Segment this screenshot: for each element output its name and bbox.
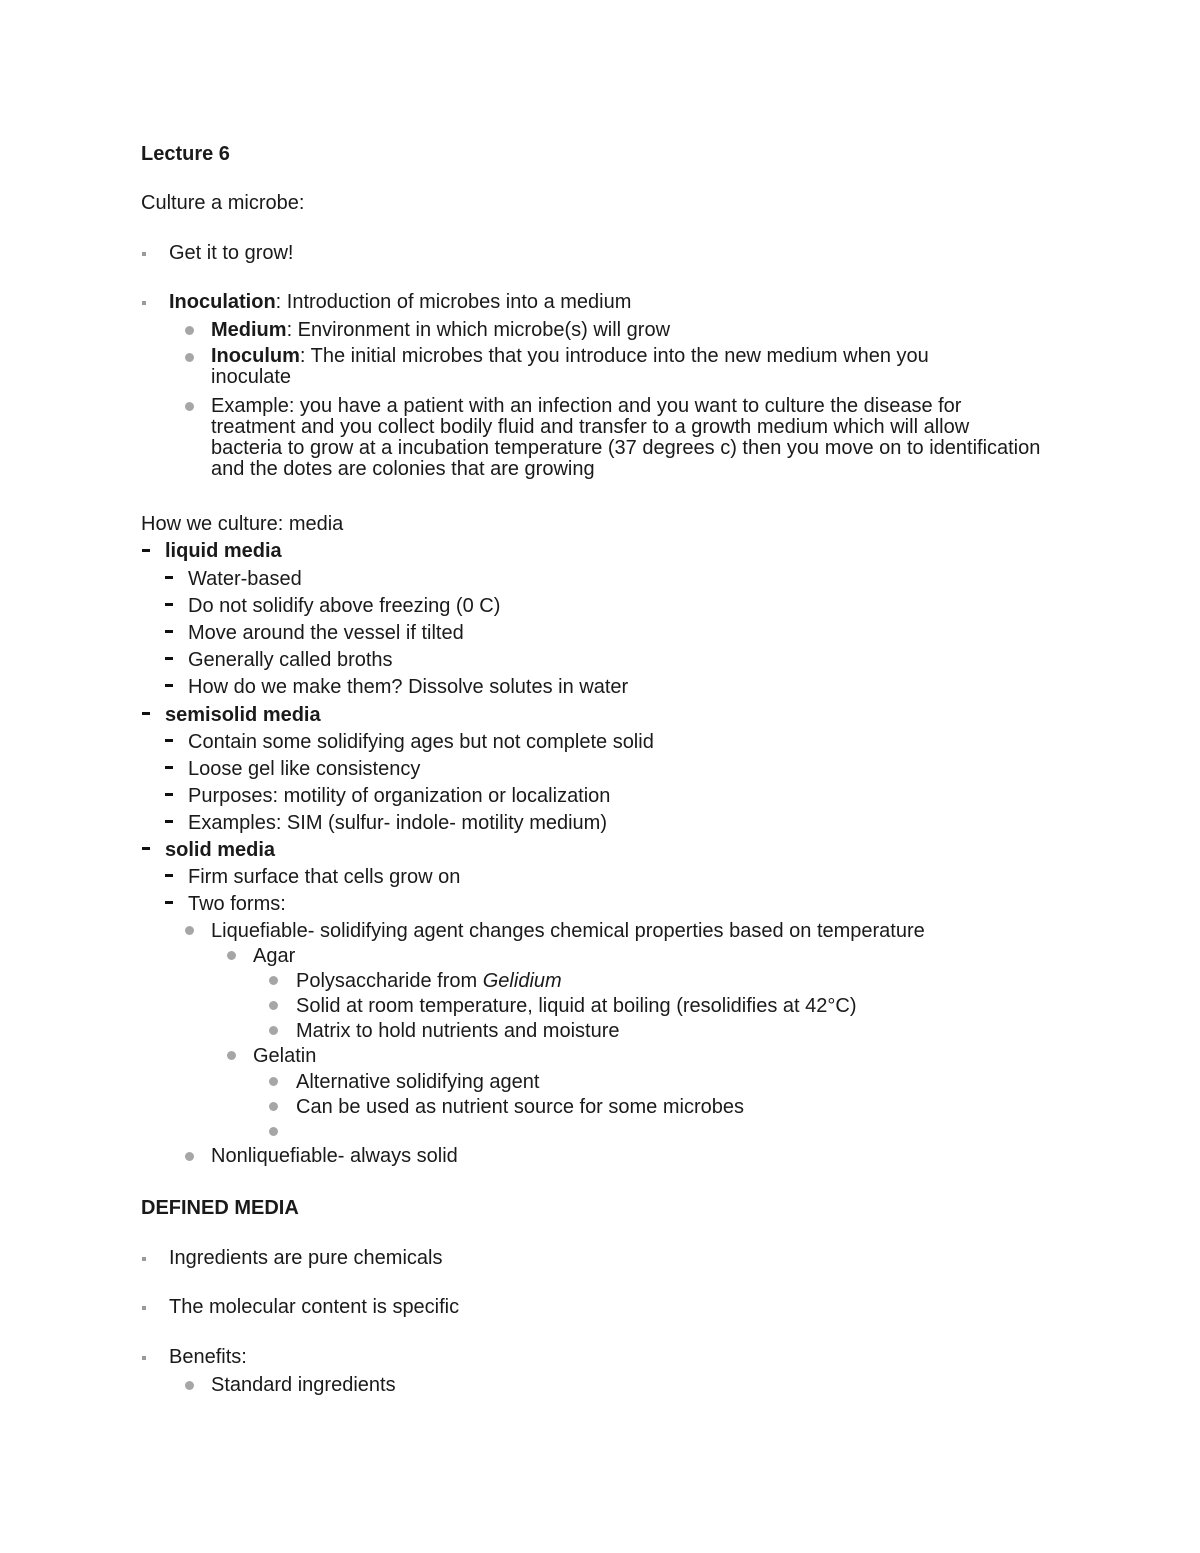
list-item-liquid-3: Move around the vessel if tilted (188, 622, 464, 644)
document-title: Lecture 6 (141, 143, 230, 165)
list-item-medium (211, 319, 670, 341)
list-item-agar-3: Matrix to hold nutrients and moisture (296, 1020, 620, 1042)
square-bullet-icon (142, 1257, 146, 1261)
dash-bullet-icon (142, 847, 150, 850)
list-item-gelatin-2: Can be used as nutrient source for some microbes (296, 1096, 744, 1118)
dash-bullet-icon (165, 766, 173, 769)
square-bullet-icon (142, 1356, 146, 1360)
dot-bullet-icon (269, 976, 278, 985)
dash-bullet-icon (165, 793, 173, 796)
list-item-semisolid-media: semisolid media (165, 704, 321, 726)
section-heading-media: How we culture: media (141, 513, 344, 535)
dot-bullet-icon (269, 1102, 278, 1111)
dash-bullet-icon (165, 739, 173, 742)
dot-bullet-icon (227, 1051, 236, 1060)
list-item-semisolid-1: Contain some solidifying ages but not complete solid (188, 731, 654, 753)
dot-bullet-icon (185, 326, 194, 335)
list-item-gelatin: Gelatin (253, 1045, 317, 1067)
dash-bullet-icon (165, 901, 173, 904)
list-item-benefit-1: Standard ingredients (211, 1374, 396, 1396)
agar-item1-text: Polysaccharide from (296, 970, 483, 992)
term-medium: Medium (211, 319, 287, 341)
list-item-solid-media: solid media (165, 839, 276, 861)
dash-bullet-icon (165, 657, 173, 660)
list-item-liquid-4: Generally called broths (188, 649, 393, 671)
list-item-liquid-2: Do not solidify above freezing (0 C) (188, 595, 501, 617)
dot-bullet-icon (185, 926, 194, 935)
dot-bullet-icon (269, 1026, 278, 1035)
dash-bullet-icon (165, 684, 173, 687)
list-item-inoculum (211, 346, 1011, 388)
list-item-get-it-to-grow: Get it to grow! (169, 242, 294, 264)
agar-item1-genus: Gelidium (482, 970, 562, 992)
def-medium: : Environment in which microbe(s) will grow (286, 319, 671, 341)
list-item-liquefiable: Liquefiable- solidifying agent changes chemical properties based on temperature (211, 920, 925, 942)
dot-bullet-icon (269, 1127, 278, 1136)
list-item-agar: Agar (253, 945, 296, 967)
list-item-inoculation (169, 291, 631, 313)
dot-bullet-icon (185, 402, 194, 411)
list-item-liquid-5: How do we make them? Dissolve solutes in water (188, 676, 629, 698)
term-inoculation: Inoculation (169, 291, 276, 313)
list-item-semisolid-2: Loose gel like consistency (188, 758, 421, 780)
term-inoculum: Inoculum (211, 345, 300, 367)
dash-bullet-icon (165, 874, 173, 877)
dash-bullet-icon (165, 630, 173, 633)
dot-bullet-icon (227, 951, 236, 960)
list-item-semisolid-4: Examples: SIM (sulfur- indole- motility medium) (188, 812, 607, 834)
dot-bullet-icon (269, 1077, 278, 1086)
square-bullet-icon (142, 1306, 146, 1310)
list-item-liquid-media: liquid media (165, 540, 282, 562)
dash-bullet-icon (165, 576, 173, 579)
dash-bullet-icon (165, 820, 173, 823)
def-inoculation: : Introduction of microbes into a medium (275, 291, 632, 313)
def-inoculum: : The initial microbes that you introduce into the new medium when you inoculate (211, 345, 929, 388)
dot-bullet-icon (185, 1381, 194, 1390)
section-heading-defined-media: DEFINED MEDIA (141, 1197, 299, 1219)
list-item-agar-2: Solid at room temperature, liquid at boiling (resolidifies at 42°C) (296, 995, 857, 1017)
dash-bullet-icon (142, 712, 150, 715)
list-item-defined-2: The molecular content is specific (169, 1296, 460, 1318)
list-item-solid-2: Two forms: (188, 893, 286, 915)
list-item-defined-1: Ingredients are pure chemicals (169, 1247, 443, 1269)
dot-bullet-icon (185, 1152, 194, 1161)
list-item-agar-1 (296, 970, 562, 992)
dash-bullet-icon (142, 549, 150, 552)
dot-bullet-icon (185, 353, 194, 362)
section-heading-culture: Culture a microbe: (141, 192, 305, 214)
list-item-defined-3: Benefits: (169, 1346, 247, 1368)
list-item-solid-1: Firm surface that cells grow on (188, 866, 461, 888)
list-item-gelatin-1: Alternative solidifying agent (296, 1071, 540, 1093)
list-item-example: Example: you have a patient with an infection and you want to culture the disease for treatment and you collect bodily fluid and transfer to a growth medium which will allow bacteria to grow at a incubation temperature (37 degrees c) then you move on to identification and the dotes are colonies that are growing (211, 395, 1041, 480)
list-item-liquid-1: Water-based (188, 568, 302, 590)
dash-bullet-icon (165, 603, 173, 606)
square-bullet-icon (142, 252, 146, 256)
list-item-semisolid-3: Purposes: motility of organization or localization (188, 785, 611, 807)
list-item-nonliquefiable: Nonliquefiable- always solid (211, 1145, 458, 1167)
dot-bullet-icon (269, 1001, 278, 1010)
square-bullet-icon (142, 301, 146, 305)
